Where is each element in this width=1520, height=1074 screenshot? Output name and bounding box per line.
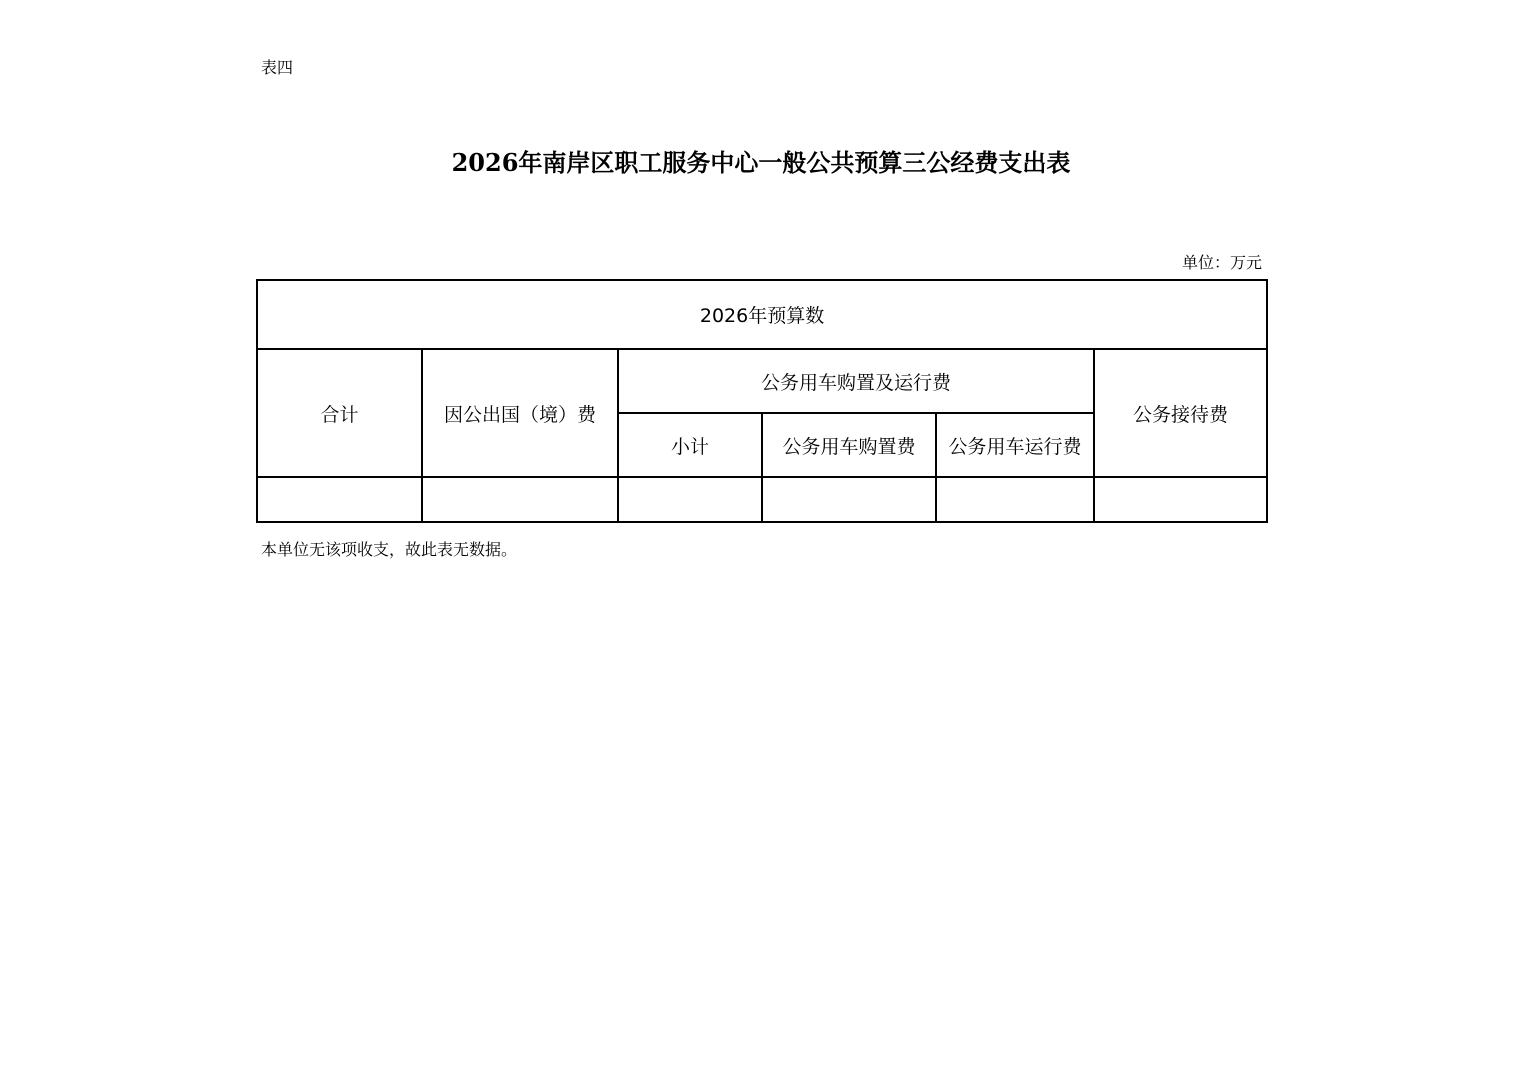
table-cell: [1094, 477, 1267, 522]
table-cell: [936, 477, 1094, 522]
table-row: [257, 477, 1267, 522]
table-cell: [257, 477, 422, 522]
header-vehicle-subtotal: 小计: [618, 413, 762, 477]
table-header-row: [257, 280, 1267, 349]
header-vehicle-operation: 公务用车运行费: [936, 413, 1094, 477]
table-cell: [618, 477, 762, 522]
page-title: 2026年南岸区职工服务中心一般公共预算三公经费支出表: [451, 148, 1071, 177]
footnote: 本单位无该项收支，故此表无数据。: [261, 540, 518, 559]
header-total: 合计: [257, 349, 422, 477]
header-overseas: 因公出国（境）费: [422, 349, 618, 477]
header-reception: 公务接待费: [1094, 349, 1267, 477]
header-vehicle-group: 公务用车购置及运行费: [618, 349, 1094, 413]
unit-label: 单位：万元: [1181, 253, 1262, 272]
table-cell: [762, 477, 936, 522]
header-budget-year: 2026年预算数: [257, 280, 1267, 349]
header-vehicle-purchase: 公务用车购置费: [762, 413, 936, 477]
budget-table: [256, 279, 1268, 523]
table-number: 表四: [261, 58, 294, 77]
table-cell: [422, 477, 618, 522]
table-header-row: [257, 349, 1267, 413]
